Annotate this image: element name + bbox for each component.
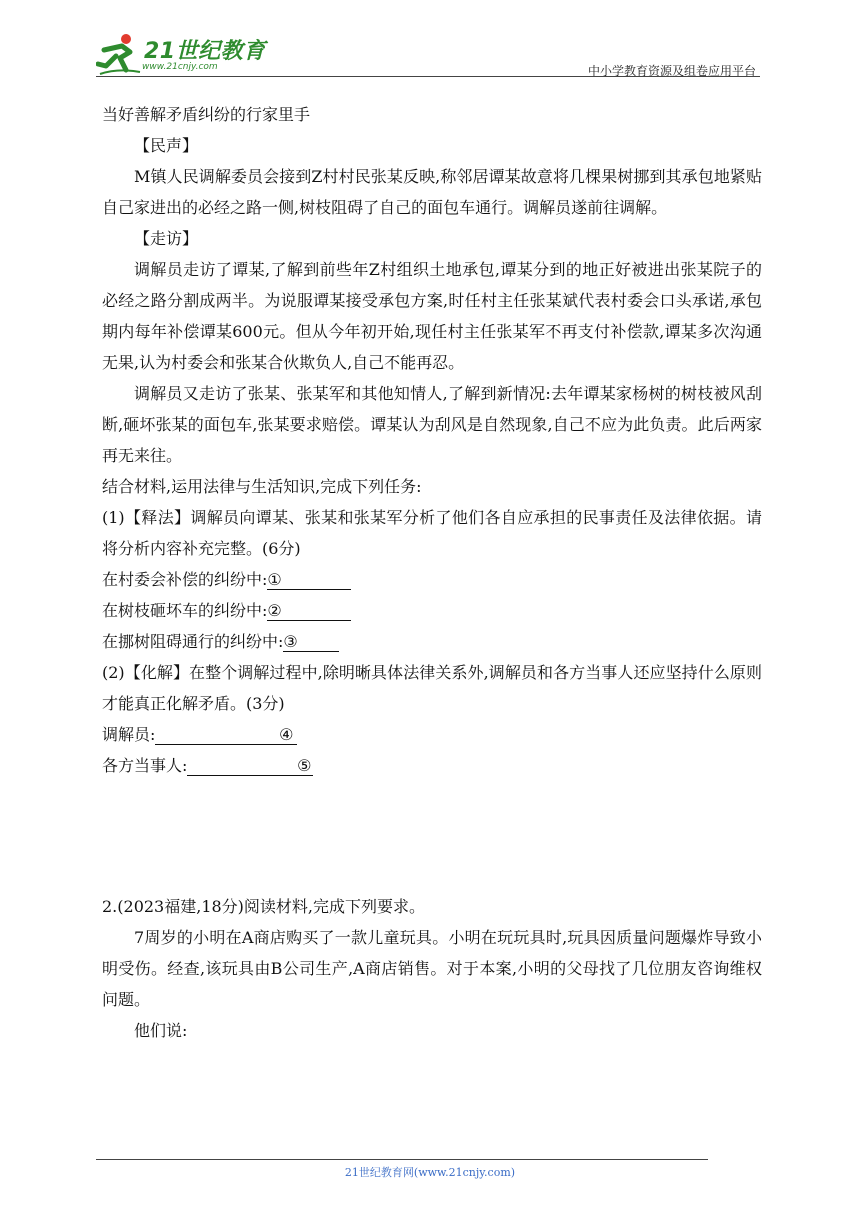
- paragraph-they-said: 他们说:: [134, 1021, 188, 1040]
- answer-line-5: [102, 750, 762, 781]
- answer-label: 各方当事人:: [102, 756, 188, 775]
- passage-title: 当好善解矛盾纠纷的行家里手: [102, 105, 311, 124]
- answer-line-3: [102, 626, 762, 657]
- answer-line-4: [102, 719, 762, 750]
- blank-number: ②: [267, 601, 282, 620]
- task-instruction: 结合材料,运用法律与生活知识,完成下列任务:: [102, 477, 422, 496]
- answer-label: 调解员:: [102, 725, 156, 744]
- logo-text: 21世纪教育: [144, 39, 266, 64]
- answer-label: 在树枝砸坏车的纠纷中:: [102, 601, 268, 620]
- paragraph-voice: M镇人民调解委员会接到Z村村民张某反映,称邻居谭某故意将几棵果树挪到其承包地紧贴自己家进出的必经之路一侧,树枝阻碍了自己的面包车通行。调解员遂前往调解。: [102, 167, 762, 217]
- answer-label: 在挪树阻碍通行的纠纷中:: [102, 632, 284, 651]
- section-heading-voice: 【民声】: [134, 136, 199, 155]
- logo-url: www.21cnjy.com: [142, 62, 218, 72]
- question-2: (2)【化解】在整个调解过程中,除明晰具体法律关系外,调解员和各方当事人还应坚持什么原则才能真正化解矛盾。(3分): [102, 663, 762, 713]
- spacer: [102, 781, 762, 891]
- answer-blank[interactable]: [267, 602, 351, 621]
- section-heading-visit: 【走访】: [134, 229, 199, 248]
- answer-label: 在村委会补偿的纠纷中:: [102, 570, 268, 589]
- blank-number: ③: [283, 632, 298, 651]
- document-body: [102, 100, 762, 1046]
- runner-logo-icon: [96, 32, 142, 76]
- paragraph-visit-1: 调解员走访了谭某,了解到前些年Z村组织土地承包,谭某分到的地正好被进出张某院子的必经之路分割成两半。为说服谭某接受承包方案,时任村主任张某斌代表村委会口头承诺,承包期内每年补偿谭某600元。但从今年初开始,现任村主任张某军不再支付补偿款,谭某多次沟通无果,认为村委会和张某合伙欺负人,自己不能再忍。: [102, 260, 762, 372]
- platform-name: 中小学教育资源及组卷应用平台: [587, 64, 756, 78]
- paragraph-visit-2: 调解员又走访了张某、张某军和其他知情人,了解到新情况:去年谭某家杨树的树枝被风刮断,砸坏张某的面包车,张某要求赔偿。谭某认为刮风是自然现象,自己不应为此负责。此后两家再无来往。: [102, 384, 762, 465]
- answer-blank[interactable]: [283, 633, 339, 652]
- paragraph-case: 7周岁的小明在A商店购买了一款儿童玩具。小明在玩玩具时,玩具因质量问题爆炸导致小明受伤。经查,该玩具由B公司生产,A商店销售。对于本案,小明的父母找了几位朋友咨询维权问题。: [102, 928, 762, 1009]
- answer-line-2: [102, 595, 762, 626]
- blank-number: ①: [267, 570, 282, 589]
- header-divider: [96, 76, 760, 77]
- question-2-heading: 2.(2023福建,18分)阅读材料,完成下列要求。: [102, 897, 426, 916]
- answer-blank[interactable]: [187, 757, 313, 776]
- page-header: [96, 30, 760, 78]
- page-footer[interactable]: 21世纪教育网(www.21cnjy.com): [344, 1166, 516, 1179]
- footer-divider: [96, 1159, 708, 1160]
- question-1: (1)【释法】调解员向谭某、张某和张某军分析了他们各自应承担的民事责任及法律依据。请将分析内容补充完整。(6分): [102, 508, 762, 558]
- answer-line-1: [102, 564, 762, 595]
- blank-number: ⑤: [297, 756, 312, 775]
- answer-blank[interactable]: [267, 571, 351, 590]
- site-logo[interactable]: [96, 30, 266, 78]
- blank-number: ④: [279, 725, 294, 744]
- answer-blank[interactable]: [155, 726, 297, 745]
